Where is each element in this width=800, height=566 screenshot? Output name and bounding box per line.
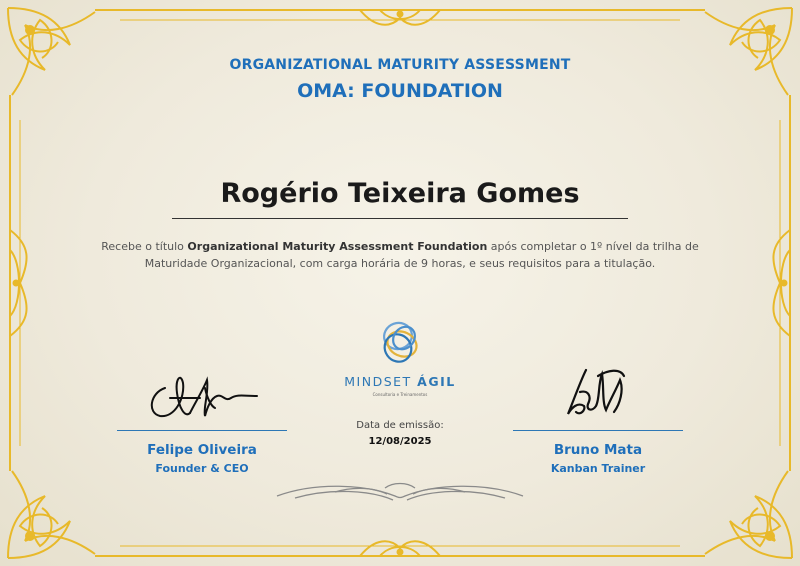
description-prefix: Recebe o título — [101, 240, 188, 253]
mindset-agil-logo-icon — [372, 316, 428, 368]
logo-word-agil: ÁGIL — [417, 374, 456, 389]
description-title: Organizational Maturity Assessment Foundation — [187, 240, 488, 253]
left-center-ornament — [10, 230, 27, 336]
logo-wordmark — [0, 374, 800, 389]
bottom-center-ornament — [360, 541, 440, 556]
logo-word-mindset: MINDSET — [344, 374, 418, 389]
signatory-name-left: Felipe Oliveira — [147, 442, 257, 458]
corner-ornament-bottom-left — [8, 471, 95, 558]
signatory-name-right: Bruno Mata — [553, 442, 643, 458]
name-underline — [172, 218, 628, 219]
certificate-description — [80, 238, 720, 272]
bottom-flourish-ornament — [275, 478, 525, 504]
top-center-ornament — [360, 10, 440, 25]
corner-ornament-bottom-right — [705, 471, 792, 558]
recipient-name: Rogério Teixeira Gomes — [220, 178, 580, 209]
signatory-role-right: Kanban Trainer — [550, 462, 646, 475]
issue-date-value: 12/08/2025 — [368, 436, 432, 447]
certificate-subheading: OMA: FOUNDATION — [297, 80, 503, 102]
issue-date-label: Data de emissão: — [356, 420, 444, 431]
description-suffix: após completar o 1º nível da trilha de Maturidade Organizacional, com carga horária de 9 horas, e seus requisitos para a titulação. — [144, 240, 699, 270]
right-center-ornament — [773, 230, 790, 336]
certificate-heading: ORGANIZATIONAL MATURITY ASSESSMENT — [229, 57, 571, 73]
logo-tagline: Consultoria e Treinamentos — [372, 392, 428, 397]
signatory-role-left: Founder & CEO — [155, 462, 249, 475]
